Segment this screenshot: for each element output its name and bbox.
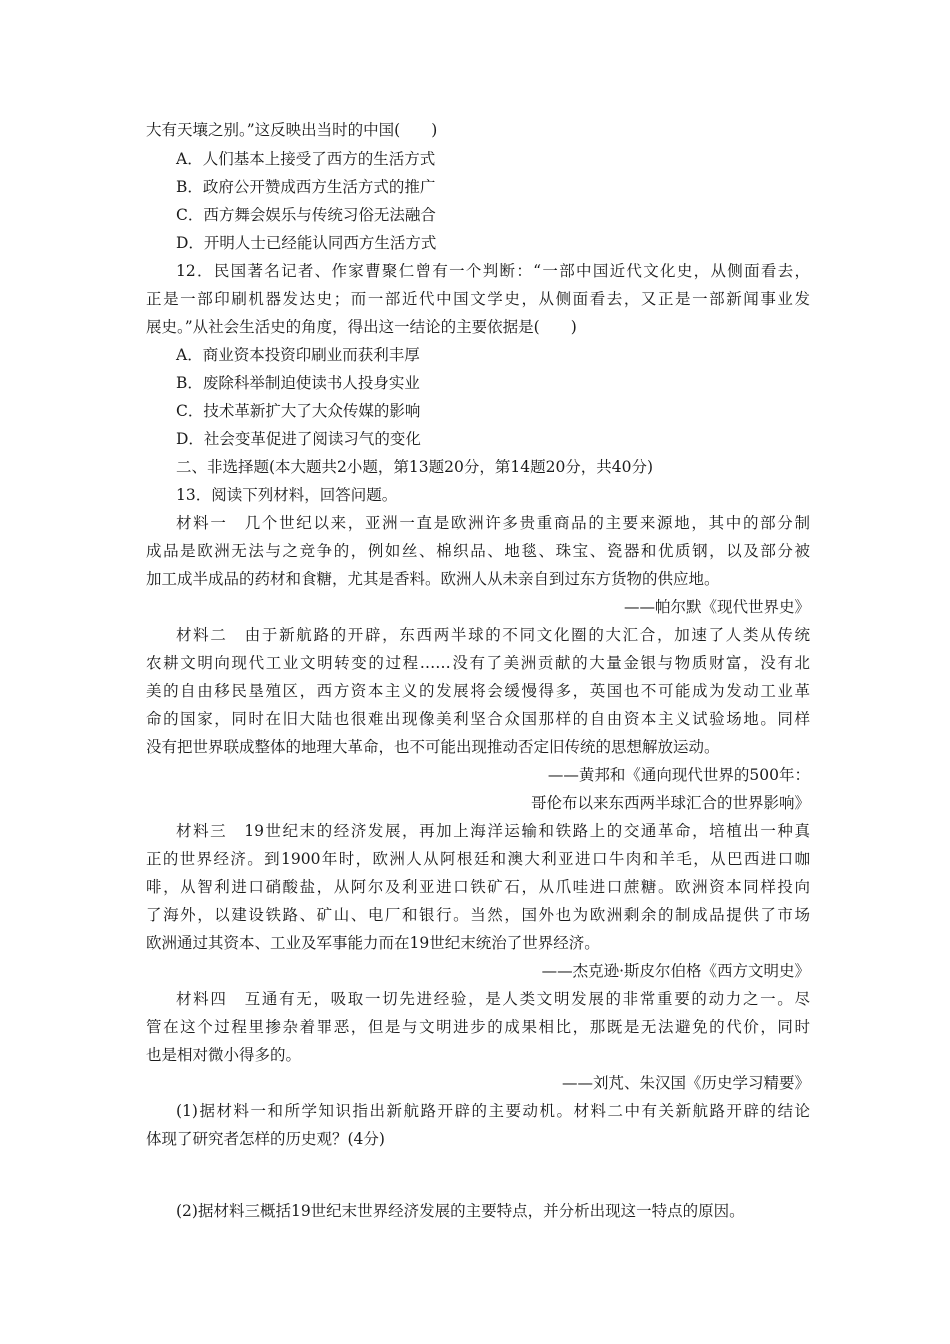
section-heading: 二、非选择题(本大题共2小题，第13题20分，第14题20分，共40分) — [176, 458, 654, 476]
material-3-line: 材料三 19世纪末的经济发展，再加上海洋运输和铁路上的交通革命，培植出一种真 — [176, 822, 810, 840]
q11-option-c: C．西方舞会娱乐与传统习俗无法融合 — [176, 206, 436, 224]
sub-question-1: (1)据材料一和所学知识指出新航路开辟的主要动机。材料二中有关新航路开辟的结论 — [176, 1102, 810, 1120]
material-4-source: ——刘芃、朱汉国《历史学习精要》 — [561, 1074, 810, 1092]
q11-option-b: B．政府公开赞成西方生活方式的推广 — [176, 178, 436, 196]
sub-question-2: (2)据材料三概括19世纪末世界经济发展的主要特点，并分析出现这一特点的原因。 — [176, 1202, 745, 1220]
q12-stem-line: 正是一部印刷机器发达史；而一部近代中国文学史，从侧面看去，又正是一部新闻事业发 — [146, 290, 810, 308]
q12-option-d: D．社会变革促进了阅读习气的变化 — [176, 430, 421, 448]
material-2-source: 哥伦布以来东西两半球汇合的世界影响》 — [530, 794, 810, 812]
material-1-line: 加工成半成品的药材和食糖，尤其是香料。欧洲人从未亲自到过东方货物的供应地。 — [146, 570, 720, 588]
material-2-line: 没有把世界联成整体的地理大革命，也不可能出现推动否定旧传统的思想解放运动。 — [146, 738, 720, 756]
material-4-line: 管在这个过程里掺杂着罪恶，但是与文明进步的成果相比，那既是无法避免的代价，同时 — [146, 1018, 810, 1036]
material-1-line: 材料一 几个世纪以来，亚洲一直是欧洲许多贵重商品的主要来源地，其中的部分制 — [176, 514, 810, 532]
material-2-line: 材料二 由于新航路的开辟，东西两半球的不同文化圈的大汇合，加速了人类从传统 — [176, 626, 810, 644]
material-1-line: 成品是欧洲无法与之竞争的，例如丝、棉织品、地毯、珠宝、瓷器和优质钢，以及部分被 — [146, 542, 810, 560]
q12-option-c: C．技术革新扩大了大众传媒的影响 — [176, 402, 421, 420]
material-2-line: 美的自由移民垦殖区，西方资本主义的发展将会缓慢得多，英国也不可能成为发动工业革 — [146, 682, 810, 700]
q12-stem-line: 展史。”从社会生活史的角度，得出这一结论的主要依据是( ) — [146, 318, 577, 336]
material-3-line: 欧洲通过其资本、工业及军事能力而在19世纪末统治了世界经济。 — [146, 934, 600, 952]
material-4-line: 也是相对微小得多的。 — [146, 1046, 302, 1064]
material-3-line: 了海外，以建设铁路、矿山、电厂和银行。当然，国外也为欧洲剩余的制成品提供了市场 — [146, 906, 810, 924]
q11-option-d: D．开明人士已经能认同西方生活方式 — [176, 234, 437, 252]
q11-stem-tail: 大有天壤之别。”这反映出当时的中国( ) — [146, 121, 438, 139]
material-1-source: ——帕尔默《现代世界史》 — [623, 598, 810, 616]
q13-intro: 13．阅读下列材料，回答问题。 — [176, 486, 398, 504]
q11-option-a: A．人们基本上接受了西方的生活方式 — [176, 150, 436, 168]
material-3-line: 啡，从智利进口硝酸盐，从阿尔及利亚进口铁矿石，从爪哇进口蔗糖。欧洲资本同样投向 — [146, 878, 810, 896]
q12-option-b: B．废除科举制迫使读书人投身实业 — [176, 374, 420, 392]
material-2-line: 农耕文明向现代工业文明转变的过程……没有了美洲贡献的大量金银与物质财富，没有北 — [146, 654, 810, 672]
sub-question-1: 体现了研究者怎样的历史观？(4分) — [146, 1130, 385, 1148]
q12-stem-line: 12．民国著名记者、作家曹聚仁曾有一个判断：“一部中国近代文化史，从侧面看去， — [176, 262, 810, 280]
material-3-source: ——杰克逊·斯皮尔伯格《西方文明史》 — [541, 962, 810, 980]
q12-option-a: A．商业资本投资印刷业而获利丰厚 — [176, 346, 420, 364]
material-4-line: 材料四 互通有无，吸取一切先进经验，是人类文明发展的非常重要的动力之一。尽 — [176, 990, 810, 1008]
material-3-line: 正的世界经济。到1900年时，欧洲人从阿根廷和澳大利亚进口牛肉和羊毛，从巴西进口咖 — [146, 850, 810, 868]
material-2-line: 命的国家，同时在旧大陆也很难出现像美利坚合众国那样的自由资本主义试验场地。同样 — [146, 710, 810, 728]
material-2-source: ——黄邦和《通向现代世界的500年： — [547, 766, 810, 784]
